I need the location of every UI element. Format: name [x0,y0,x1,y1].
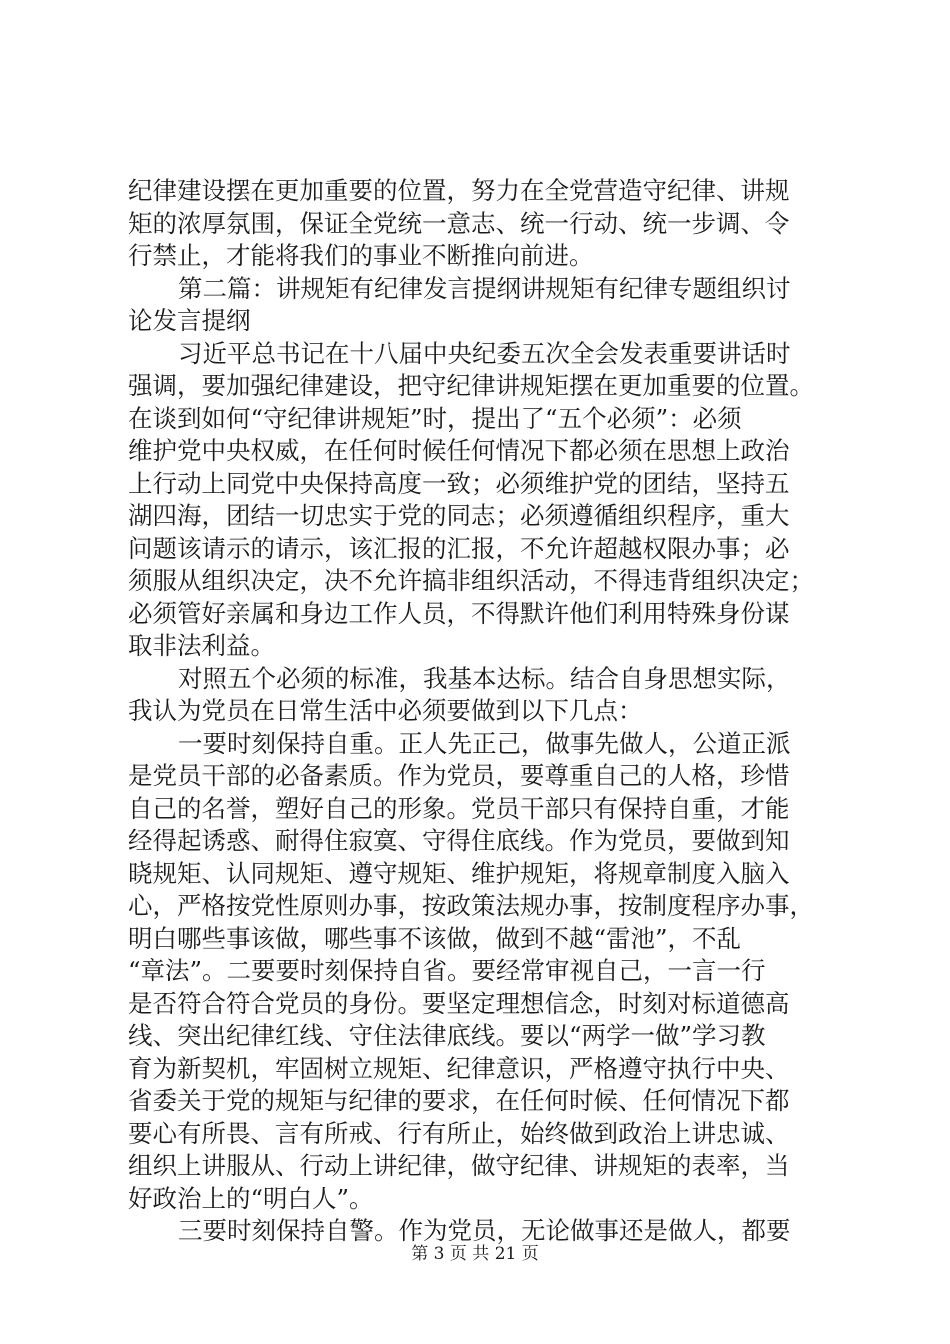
text-line: 维护党中央权威，在任何时候任何情况下都必须在思想上政治 [128,436,790,465]
text-line: 湖四海，团结一切忠实于党的同志；必须遵循组织程序，重大 [128,501,790,530]
text-line: 线、突出纪律红线、守住法律底线。要以“两学一做”学习教 [128,1021,766,1050]
text-line: 心，严格按党性原则办事，按政策法规办事，按制度程序办事， [128,891,814,920]
text-line: 好政治上的“明白人”。 [128,1183,374,1213]
text-line: 是党员干部的必备素质。作为党员，要尊重自己的人格，珍惜 [128,761,790,790]
text-line: 明白哪些事该做，哪些事不该做，做到不越“雷池”，不乱 [128,923,742,953]
text-line: 矩的浓厚氛围，保证全党统一意志、统一行动、统一步调、令 [128,208,790,238]
body-text [128,175,828,1248]
text-line: 取非法利益。 [128,631,275,660]
text-line: 组织上讲服从、行动上讲纪律，做守纪律、讲规矩的表率，当 [128,1151,790,1180]
text-line: 行禁止，才能将我们的事业不断推向前进。 [128,241,594,270]
text-line: 我认为党员在日常生活中必须要做到以下几点： [128,696,643,725]
text-line: 问题该请示的请示，该汇报的汇报，不允许超越权限办事；必 [128,533,790,563]
text-line: 必须管好亲属和身边工作人员，不得默许他们利用特殊身份谋 [128,598,790,628]
text-line: 育为新契机，牢固树立规矩、纪律意识，严格遵守执行中央、 [128,1053,790,1083]
text-line: 在谈到如何“守纪律讲规矩”时，提出了“五个必须”：必须 [128,403,742,433]
text-line: 习近平总书记在十八届中央纪委五次全会发表重要讲话时 [178,338,791,368]
text-line: 上行动上同党中央保持高度一致；必须维护党的团结，坚持五 [128,468,790,498]
text-line: 三要时刻保持自警。作为党员，无论做事还是做人，都要 [178,1216,791,1245]
text-line: “章法”。二要要时刻保持自省。要经常审视自己，一言一行 [128,956,766,985]
text-line: 晓规矩、认同规矩、遵守规矩、维护规矩，将规章制度入脑入 [128,858,790,888]
text-line: 自己的名誉，塑好自己的形象。党员干部只有保持自重，才能 [128,793,790,823]
section-heading-line: 论发言提纲 [128,306,251,335]
text-line: 要心有所畏、言有所戒、行有所止，始终做到政治上讲忠诚、 [128,1118,790,1148]
section-heading-line: 第二篇：讲规矩有纪律发言提纲讲规矩有纪律专题组织讨 [178,273,791,303]
text-line: 是否符合符合党员的身份。要坚定理想信念，时刻对标道德高 [128,988,790,1018]
text-line: 省委关于党的规矩与纪律的要求，在任何时候、任何情况下都 [128,1086,790,1115]
text-line: 经得起诱惑、耐得住寂寞、守得住底线。作为党员，要做到知 [128,826,790,855]
text-line: 对照五个必须的标准，我基本达标。结合自身思想实际， [178,663,791,693]
page-footer: 第 3 页 共 21 页 [411,1244,539,1264]
text-line: 一要时刻保持自重。正人先正己，做事先做人，公道正派 [178,728,791,758]
text-line: 须服从组织决定，决不允许搞非组织活动，不得违背组织决定； [128,566,814,595]
text-line: 强调，要加强纪律建设，把守纪律讲规矩摆在更加重要的位置。 [128,371,814,400]
text-line: 纪律建设摆在更加重要的位置，努力在全党营造守纪律、讲规 [128,176,790,205]
